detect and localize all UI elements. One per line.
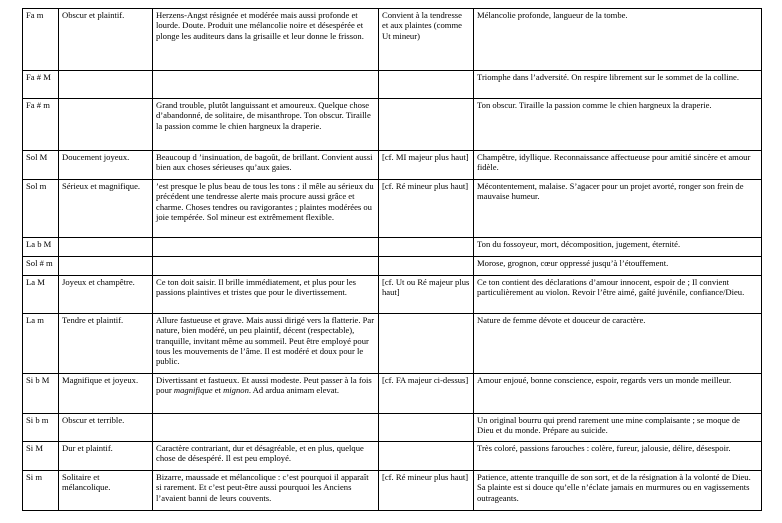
description-text: . Ad ardua animam elevat. [248, 385, 340, 396]
comparison-cell: Convient à la tendresse et aux plaintes (comme Ut mineur) [379, 9, 474, 71]
comparison-cell [379, 71, 474, 99]
description-cell: ’est presque le plus beau de tous les tons : il mêle au sérieux du précédent une tendresse alerte mais procure aussi grâce et charme. Choses tendres ou ravigorantes ; plaintes modérées ou joie tempérée. Sol mineur est extrêmement flexible. [153, 180, 379, 238]
description-text: Divertissant et fastueux. Et aussi modeste. Peut passer à la fois pour [156, 375, 372, 396]
table-row [23, 151, 762, 180]
feeling-cell: Nature de femme dévote et douceur de caractère. [474, 314, 762, 374]
feeling-cell: Ce ton contient des déclarations d’amour innocent, espoir de ; Il convient particulièrement au violon. Revoir l’être aimé, gaîté juvénile, confiance/Dieu. [474, 276, 762, 314]
table-row [23, 71, 762, 99]
description-cell: Beaucoup d ’insinuation, de bagoût, de brillant. Convient aussi bien aux choses sérieuses qu’aux gaies. [153, 151, 379, 180]
description-cell [153, 414, 379, 442]
key-cell: Si M [23, 442, 59, 471]
key-cell: Sol # m [23, 257, 59, 276]
comparison-cell: [cf. Ut ou Ré majeur plus haut] [379, 276, 474, 314]
comparison-cell [379, 442, 474, 471]
description-italic: magnifique [173, 385, 213, 396]
description-cell: Ce ton doit saisir. Il brille immédiatement, et plus pour les passions plaintives et tristes que pour le divertissement. [153, 276, 379, 314]
comparison-cell [379, 238, 474, 257]
key-cell: Sol M [23, 151, 59, 180]
description-cell: Grand trouble, plutôt languissant et amoureux. Quelque chose d’abandonné, de solitaire, de misanthrope. Ton obscur. Tiraille la passion comme le chien hargneux la draperie. [153, 99, 379, 151]
key-cell: Si b M [23, 374, 59, 414]
description-cell [153, 71, 379, 99]
feeling-cell: Morose, grognon, cœur oppressé jusqu’à l’étouffement. [474, 257, 762, 276]
mood-cell: Tendre et plaintif. [59, 314, 153, 374]
table-row [23, 238, 762, 257]
description-italic: mignon [223, 385, 249, 396]
key-cell: La b M [23, 238, 59, 257]
feeling-cell: Amour enjoué, bonne conscience, espoir, regards vers un monde meilleur. [474, 374, 762, 414]
mood-cell [59, 257, 153, 276]
table-row [23, 9, 762, 71]
key-cell: Sol m [23, 180, 59, 238]
table-row [23, 180, 762, 238]
comparison-cell [379, 99, 474, 151]
key-cell: La m [23, 314, 59, 374]
key-cell: Fa m [23, 9, 59, 71]
feeling-cell: Très coloré, passions farouches : colère, fureur, jalousie, délire, désespoir. [474, 442, 762, 471]
table-row [23, 99, 762, 151]
table-row [23, 257, 762, 276]
mood-cell: Sérieux et magnifique. [59, 180, 153, 238]
comparison-cell: [cf. Ré mineur plus haut] [379, 180, 474, 238]
mood-cell [59, 238, 153, 257]
comparison-cell [379, 314, 474, 374]
key-cell: Si m [23, 471, 59, 511]
comparison-cell [379, 414, 474, 442]
mood-cell: Doucement joyeux. [59, 151, 153, 180]
mood-cell: Joyeux et champêtre. [59, 276, 153, 314]
table-row [23, 442, 762, 471]
key-cell: Fa # m [23, 99, 59, 151]
feeling-cell: Patience, attente tranquille de son sort, et de la résignation à la volonté de Dieu. Sa plainte est si douce qu’elle n’éclate jamais en murmures ou en vagissements outrageants. [474, 471, 762, 511]
feeling-cell: Triomphe dans l’adversité. On respire librement sur le sommet de la colline. [474, 71, 762, 99]
key-cell: Fa # M [23, 71, 59, 99]
feeling-cell: Ton du fossoyeur, mort, décomposition, jugement, éternité. [474, 238, 762, 257]
mood-cell [59, 71, 153, 99]
key-characteristics-table [22, 8, 762, 511]
comparison-cell: [cf. MI majeur plus haut] [379, 151, 474, 180]
description-cell [153, 257, 379, 276]
table-row [23, 374, 762, 414]
description-cell [153, 238, 379, 257]
comparison-cell: [cf. FA majeur ci-dessus] [379, 374, 474, 414]
mood-cell: Obscur et plaintif. [59, 9, 153, 71]
description-cell: Herzens-Angst résignée et modérée mais aussi profonde et lourde. Doute. Produit une mélancolie noire et désespérée et plonge les auditeurs dans la grisaille et leur donne le frisson. [153, 9, 379, 71]
mood-cell: Obscur et terrible. [59, 414, 153, 442]
mood-cell [59, 99, 153, 151]
table-row [23, 276, 762, 314]
description-cell: Allure fastueuse et grave. Mais aussi dirigé vers la flatterie. Par nature, bien modéré, un peu plaintif, décent (respectable), tranquille, invitant même au sommeil. Peut être employé pour tous les mouvements de l’âme. Il est modéré et doux pour le public. [153, 314, 379, 374]
comparison-cell: [cf. Ré mineur plus haut] [379, 471, 474, 511]
table-row [23, 414, 762, 442]
feeling-cell: Mélancolie profonde, langueur de la tombe. [474, 9, 762, 71]
comparison-cell [379, 257, 474, 276]
mood-cell: Magnifique et joyeux. [59, 374, 153, 414]
feeling-cell: Mécontentement, malaise. S’agacer pour un projet avorté, ronger son frein de mauvaise humeur. [474, 180, 762, 238]
key-cell: La M [23, 276, 59, 314]
description-cell [153, 374, 379, 414]
feeling-cell: Champêtre, idyllique. Reconnaissance affectueuse pour amitié sincère et amour fidèle. [474, 151, 762, 180]
key-cell: Si b m [23, 414, 59, 442]
description-cell: Caractère contrariant, dur et désagréable, et en plus, quelque chose de désespéré. Il est peu employé. [153, 442, 379, 471]
mood-cell: Solitaire et mélancolique. [59, 471, 153, 511]
feeling-cell: Ton obscur. Tiraille la passion comme le chien hargneux la draperie. [474, 99, 762, 151]
table-row [23, 314, 762, 374]
feeling-cell: Un original bourru qui prend rarement une mine complaisante ; se moque de Dieu et du monde. Prépare au suicide. [474, 414, 762, 442]
description-cell: Bizarre, maussade et mélancolique : c’est pourquoi il apparaît si rarement. Et c’est peut-être aussi pourquoi les Anciens l’avaient banni de leurs couvents. [153, 471, 379, 511]
table-row [23, 471, 762, 511]
description-text: et [212, 385, 224, 396]
mood-cell: Dur et plaintif. [59, 442, 153, 471]
